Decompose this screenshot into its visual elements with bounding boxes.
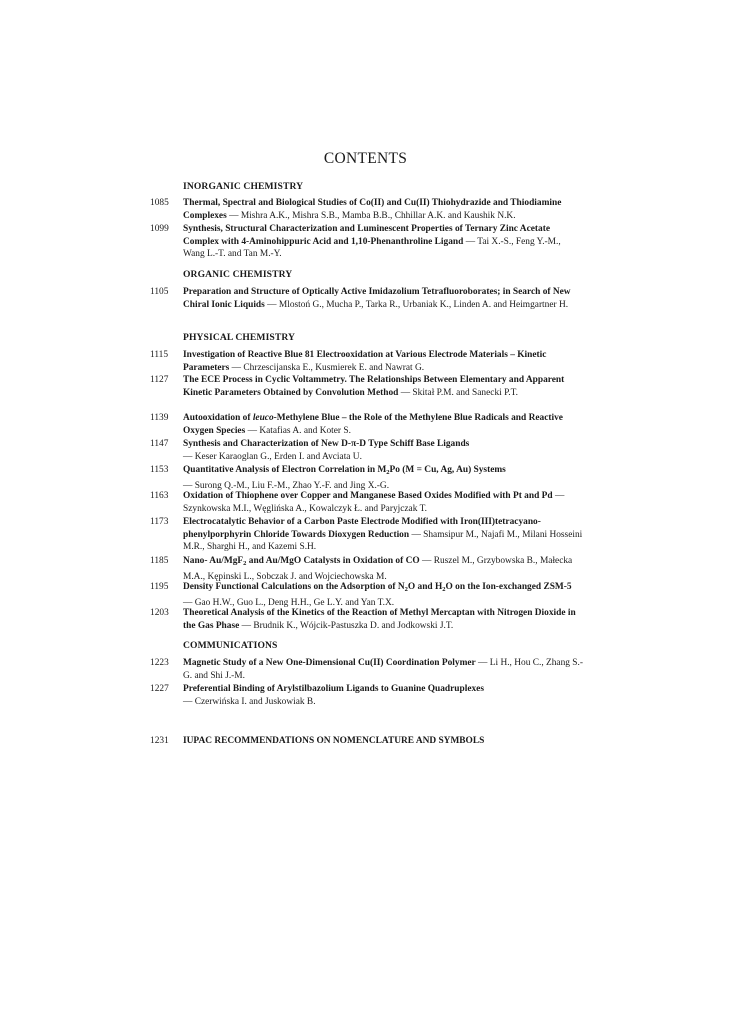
entry-authors: Skitał P.M. and Sanecki P.T. — [412, 387, 518, 398]
author-dash: — — [400, 387, 411, 398]
entry-title-part: Nano- Au/MgF — [183, 556, 244, 566]
entry-text — [183, 412, 583, 437]
subscript: 2 — [404, 586, 408, 593]
entry-text — [183, 683, 583, 708]
entry-title — [183, 582, 572, 592]
entry-title: Synthesis, Structural Characterization and Luminescent Properties of Ternary Zinc Acetate Complex with 4-Aminohippuric Acid and 1,10-Phenanthroline Ligand — [183, 224, 550, 247]
entry-authors: Keser Karaoglan G., Erden I. and Avciata U. — [194, 451, 362, 462]
entry-authors: Li H., Hou C., Zhang S.-G. and Shi J.-M. — [183, 658, 583, 681]
page-number: 1153 — [150, 465, 169, 475]
page-number: 1227 — [150, 684, 169, 694]
author-dash: — — [231, 362, 242, 373]
page-number: 1163 — [150, 491, 169, 501]
page-number: 1231 — [150, 736, 169, 746]
author-dash: — — [229, 210, 239, 221]
page-title: CONTENTS — [323, 150, 408, 167]
entry-authors: Brudnik K., Wójcik-Pastuszka D. and Jodkowski J.T. — [253, 620, 454, 631]
author-dash: — — [183, 597, 193, 608]
entry-text — [183, 516, 583, 554]
author-dash: — — [247, 425, 257, 436]
entry-title-italic: leuco — [252, 413, 274, 423]
entry-text — [183, 286, 583, 311]
entry-title-part: and Au/MgO Catalysts in Oxidation of CO — [246, 556, 420, 566]
page-number: 1115 — [150, 350, 169, 360]
author-dash: — — [554, 491, 565, 501]
entry-title-part: O on the Ion-exchanged ZSM-5 — [445, 582, 572, 592]
page-number: 1185 — [150, 556, 169, 566]
entry-text — [183, 197, 583, 222]
entry-title: Preferential Binding of Arylstilbazolium Ligands to Guanine Quadruplexes — [183, 684, 484, 694]
entry-authors: Surong Q.-M., Liu F.-M., Zhao Y.-F. and Jing X.-G. — [194, 480, 390, 491]
entry-title — [183, 556, 420, 566]
entry-text — [183, 464, 583, 492]
author-dash: — — [183, 451, 193, 462]
author-dash: — — [421, 556, 432, 566]
entry-text — [183, 657, 583, 682]
entry-authors: Ruszel M., Grzybowska B., Małecka M.A., Kępinski L., Sobczak J. and Wojciechowska M. — [183, 556, 573, 582]
entry-title — [183, 413, 563, 436]
entry-title-part: -Methylene Blue – the Role of the Methylene Blue Radicals and Reactive Oxygen Species — [183, 413, 563, 436]
entry-title: Electrocatalytic Behavior of a Carbon Paste Electrode Modified with Iron(III)tetracyano-phenylporphyrin Chloride Towards Dioxygen Reduction — [183, 517, 541, 540]
subscript: 2 — [243, 560, 247, 567]
entry-text — [183, 581, 583, 609]
entry-authors: Shamsipur M., Najafi M., Milani Hosseini M.R., Sharghi H., and Kazemi S.H. — [183, 529, 583, 552]
page-number: 1105 — [150, 287, 169, 297]
entry-authors: Tai X.-S., Feng Y.-M., Wang L.-T. and Tan M.-Y. — [183, 236, 561, 259]
entry-text — [183, 374, 583, 399]
entry-authors: Katafias A. and Koter S. — [259, 425, 351, 436]
page-number: 1173 — [150, 517, 169, 527]
page-number: 1085 — [150, 198, 169, 208]
entry-authors: Chrzescijanska E., Kusmierek E. and Nawrat G. — [243, 362, 425, 373]
entry-title-part: Quantitative Analysis of Electron Correlation in M — [183, 465, 387, 475]
page-number: 1099 — [150, 224, 169, 234]
section-heading-communications: COMMUNICATIONS — [183, 640, 278, 651]
entry-text — [183, 490, 583, 515]
entry-text — [183, 555, 583, 583]
page-number: 1127 — [150, 375, 169, 385]
entry-title: Synthesis and Characterization of New D-π-D Type Schiff Base Ligands — [183, 439, 470, 449]
author-dash: — — [267, 299, 277, 310]
entry-authors: Szynkowska M.I., Węglińska A., Kowalczyk Ł. and Paryjczak T. — [183, 503, 427, 514]
entry-title: Thermal, Spectral and Biological Studies of Co(II) and Cu(II) Thiohydrazide and Thiodiamine Complexes — [183, 198, 562, 221]
section-heading-inorganic: INORGANIC CHEMISTRY — [183, 181, 304, 192]
section-heading-organic: ORGANIC CHEMISTRY — [183, 269, 293, 280]
entry-text — [183, 349, 583, 374]
entry-title: Magnetic Study of a New One-Dimensional Cu(II) Coordination Polymer — [183, 658, 476, 668]
entry-title: Oxidation of Thiophene over Copper and Manganese Based Oxides Modified with Pt and Pd — [183, 491, 553, 501]
entry-authors: Czerwińska I. and Juskowiak B. — [194, 696, 316, 707]
author-dash: — — [465, 236, 476, 247]
entry-title: The ECE Process in Cyclic Voltammetry. The Relationships Between Elementary and Apparent Kinetic Parameters Obtained by Convolution Method — [183, 375, 565, 398]
entry-title: Preparation and Structure of Optically Active Imidazolium Tetrafluoroborates; in Search of New Chiral Ionic Liquids — [183, 287, 571, 310]
page-number: 1195 — [150, 582, 169, 592]
page-number: 1203 — [150, 608, 169, 618]
entry-authors: Gao H.W., Guo L., Deng H.H., Ge L.Y. and Yan T.X. — [194, 597, 395, 608]
entry-text — [183, 607, 583, 632]
entry-title — [183, 465, 506, 475]
entry-authors: Mishra A.K., Mishra S.B., Mamba B.B., Chhillar A.K. and Kaushik N.K. — [240, 210, 516, 221]
author-dash: — — [478, 658, 488, 668]
entry-title-part: Autooxidation of — [183, 413, 253, 423]
page-number: 1223 — [150, 658, 169, 668]
entry-title-part: Density Functional Calculations on the Adsorption of N — [183, 582, 405, 592]
entry-title: IUPAC RECOMMENDATIONS ON NOMENCLATURE AND SYMBOLS — [183, 736, 485, 746]
entry-text — [183, 223, 583, 261]
entry-title: Investigation of Reactive Blue 81 Electrooxidation at Various Electrode Materials – Kinetic Parameters — [183, 350, 547, 373]
entry-title: Theoretical Analysis of the Kinetics of the Reaction of Methyl Mercaptan with Nitrogen Dioxide in the Gas Phase — [183, 608, 576, 631]
entry-text — [183, 438, 583, 463]
section-heading-physical: PHYSICAL CHEMISTRY — [183, 332, 296, 343]
author-dash: — — [241, 620, 251, 631]
page-number: 1139 — [150, 413, 169, 423]
author-dash: — — [183, 696, 193, 707]
subscript: 2 — [442, 586, 446, 593]
subscript: 2 — [386, 469, 390, 476]
entry-title-part: O and H — [407, 582, 443, 592]
entry-text — [183, 735, 583, 748]
page-number: 1147 — [150, 439, 169, 449]
author-dash: — — [183, 480, 193, 491]
entry-title-part: Po (M = Cu, Ag, Au) Systems — [389, 465, 506, 475]
entry-authors: Mlostoń G., Mucha P., Tarka R., Urbaniak K., Linden A. and Heimgartner H. — [278, 299, 569, 310]
author-dash: — — [411, 529, 421, 540]
